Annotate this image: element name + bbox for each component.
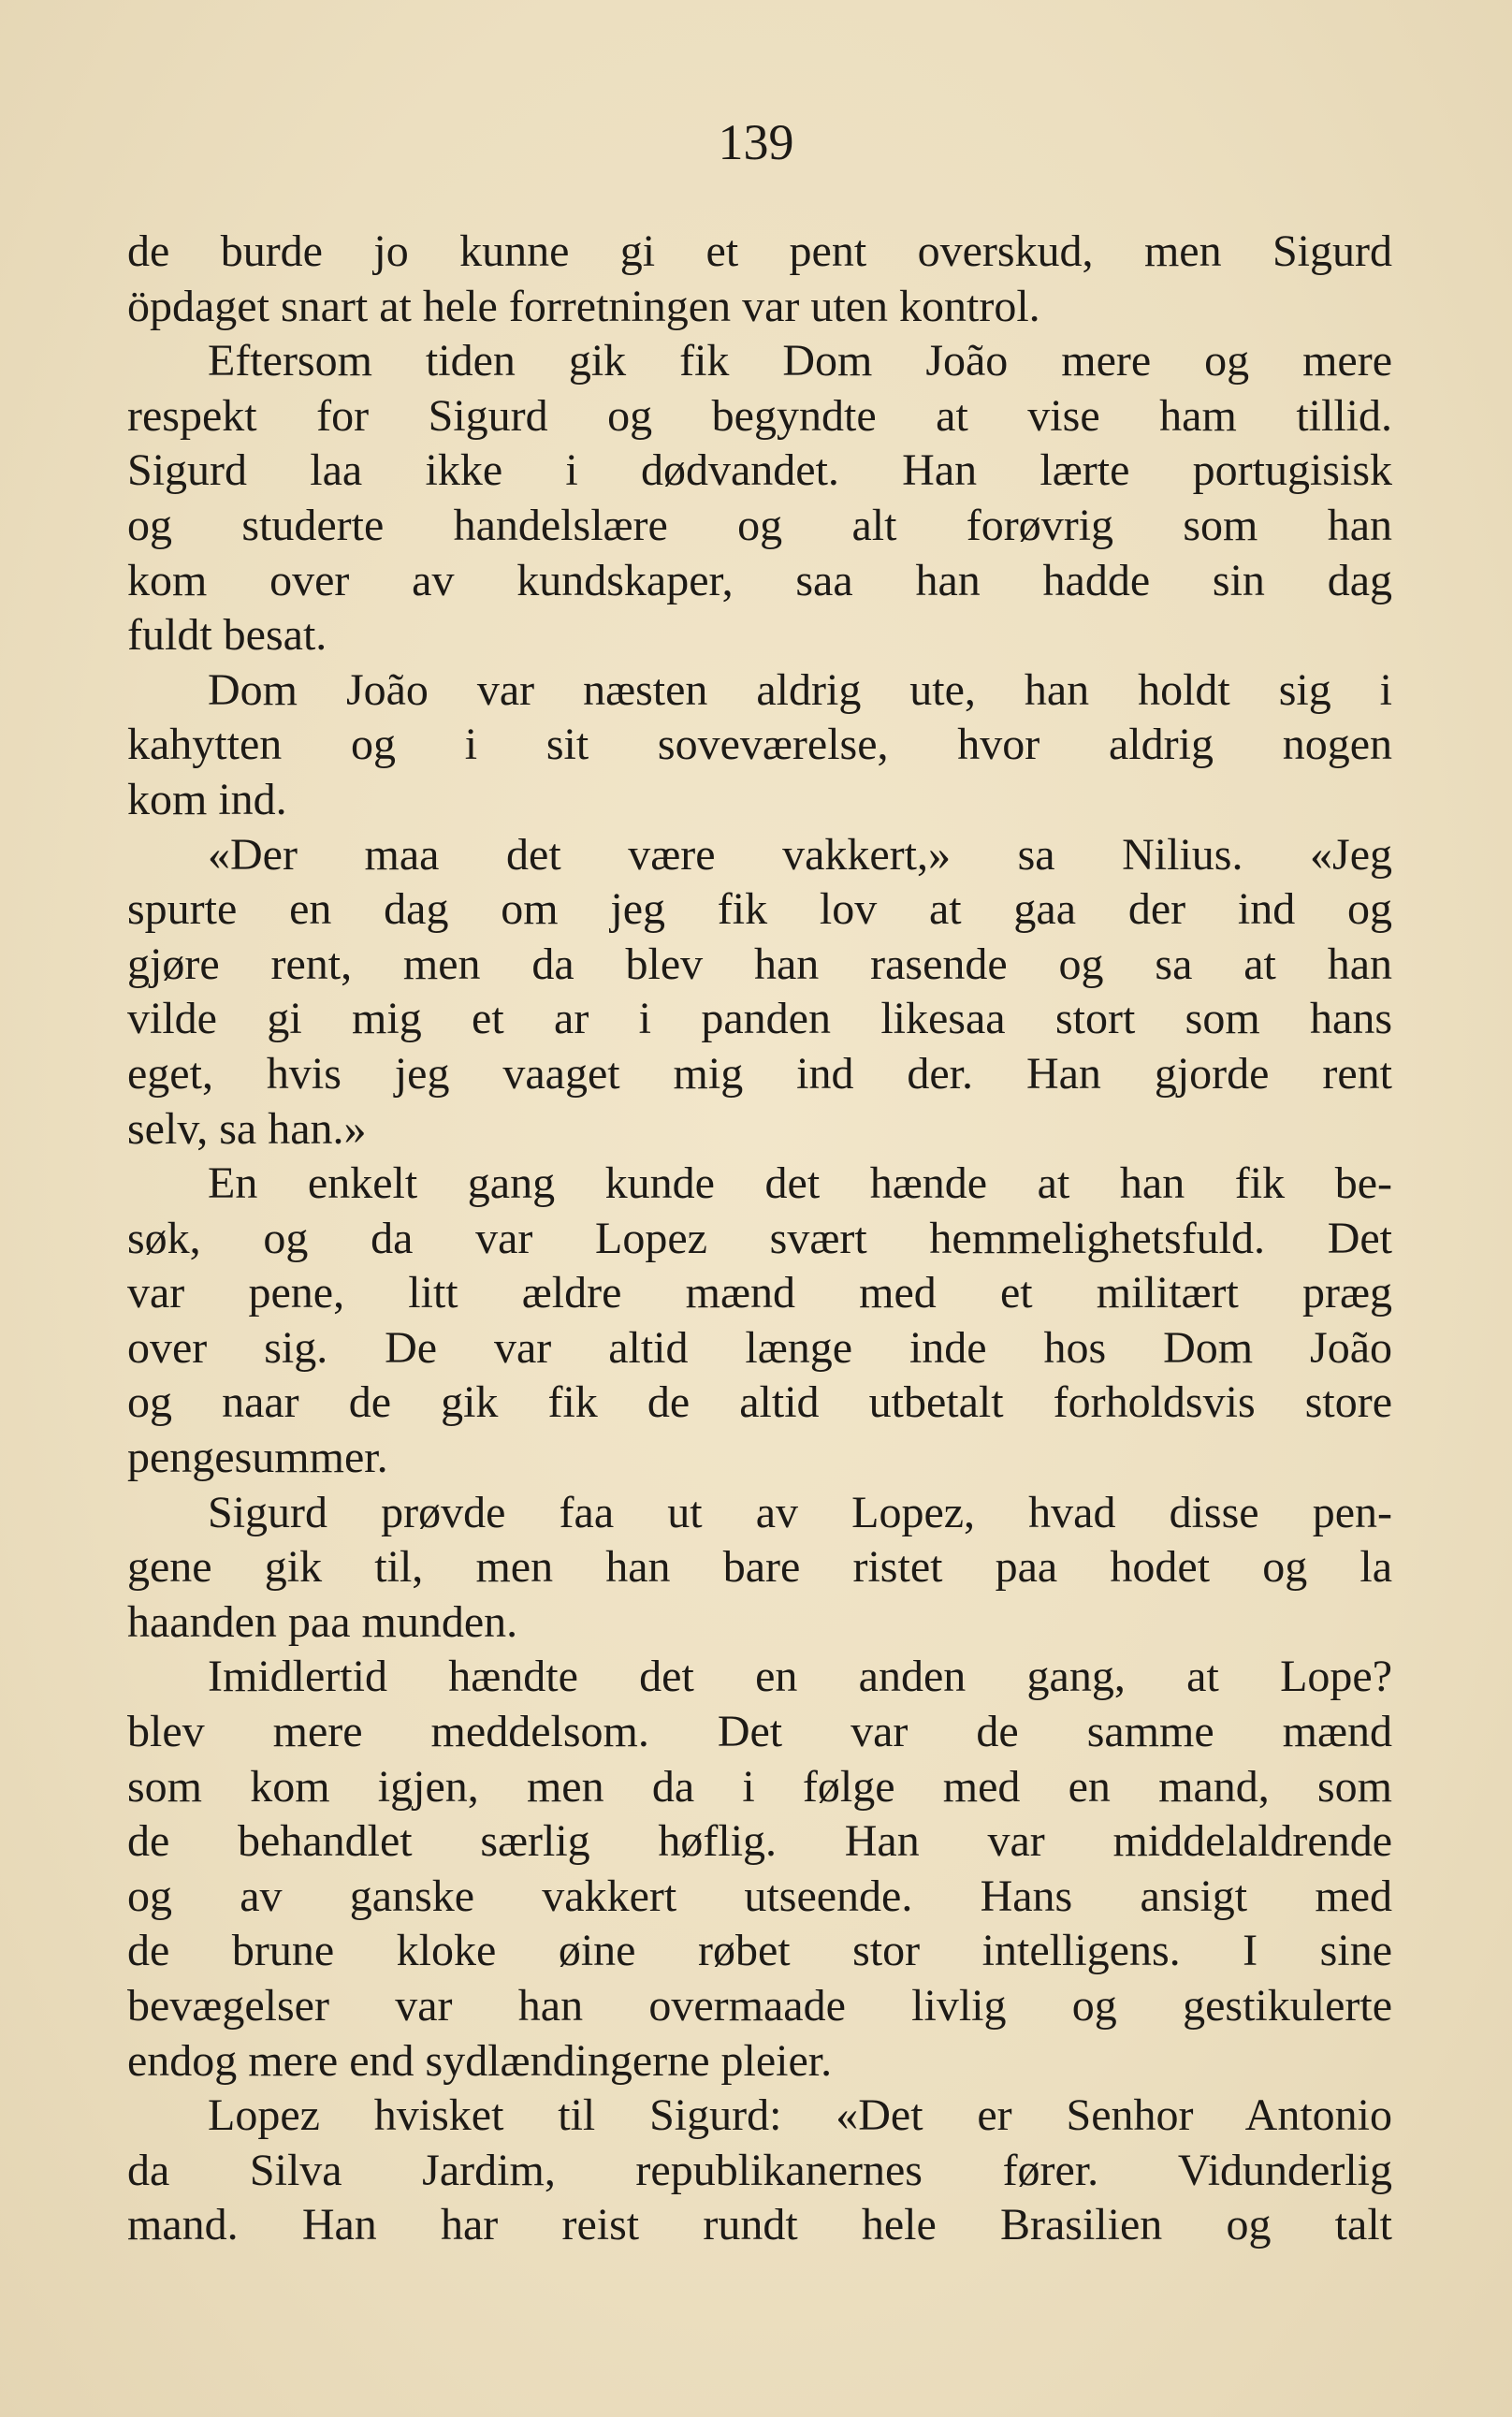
- body-text: [127, 225, 1392, 2253]
- text-line: og studerte handelslære og alt forøvrig som han: [127, 500, 1392, 550]
- text-line: pengesummer.: [127, 1433, 388, 1483]
- text-line: «Der maa det være vakkert,» sa Nilius. «Jeg: [208, 829, 1392, 880]
- text-line: öpdaget snart at hele forretningen var uten kontrol.: [127, 281, 1040, 331]
- text-line: bevægelser var han overmaade livlig og gestikulerte: [127, 1981, 1392, 2031]
- text-line: vilde gi mig et ar i panden likesaa stort som hans: [127, 994, 1392, 1044]
- text-line: og av ganske vakkert utseende. Hans ansigt med: [127, 1871, 1392, 1921]
- text-line: selv, sa han.»: [127, 1103, 367, 1154]
- text-line: kom over av kundskaper, saa han hadde sin dag: [127, 555, 1392, 605]
- text-line: eget, hvis jeg vaaget mig ind der. Han gjorde rent: [127, 1048, 1392, 1099]
- text-line: Eftersom tiden gik fik Dom João mere og mere: [208, 336, 1392, 386]
- text-line: Lopez hvisket til Sigurd: «Det er Senhor Antonio: [208, 2090, 1392, 2141]
- text-line: Sigurd prøvde faa ut av Lopez, hvad disse pen-: [208, 1487, 1392, 1537]
- text-line: blev mere meddelsom. Det var de samme mænd: [127, 1707, 1392, 1757]
- text-line: Sigurd laa ikke i dødvandet. Han lærte portugisisk: [127, 445, 1392, 496]
- text-line: spurte en dag om jeg fik lov at gaa der ind og: [127, 884, 1392, 935]
- text-line: respekt for Sigurd og begyndte at vise ham tillid.: [127, 390, 1392, 441]
- text-line: som kom igjen, men da i følge med en mand, som: [127, 1761, 1392, 1812]
- text-line: fuldt besat.: [127, 610, 327, 661]
- text-line: de burde jo kunne gi et pent overskud, men Sigurd: [127, 226, 1392, 276]
- text-line: og naar de gik fik de altid utbetalt forholdsvis store: [127, 1377, 1392, 1428]
- text-line: de brune kloke øine røbet stor intelligens. I sine: [127, 1926, 1392, 1976]
- text-line: søk, og da var Lopez svært hemmelighetsfuld. Det: [127, 1213, 1392, 1263]
- text-line: En enkelt gang kunde det hænde at han fik be-: [208, 1158, 1392, 1209]
- text-line: kahytten og i sit soveværelse, hvor aldrig nogen: [127, 720, 1392, 770]
- text-line: endog mere end sydlændingerne pleier.: [127, 2035, 833, 2086]
- text-line: da Silva Jardim, republikanernes fører. Vidunderlig: [127, 2145, 1392, 2195]
- text-line: gjøre rent, men da blev han rasende og sa at han: [127, 939, 1392, 989]
- text-line: de behandlet særlig høflig. Han var middelaldrende: [127, 1816, 1392, 1867]
- text-line: gene gik til, men han bare ristet paa hodet og la: [127, 1542, 1392, 1593]
- page-number: 139: [718, 114, 794, 170]
- text-line: Dom João var næsten aldrig ute, han holdt sig i: [208, 664, 1392, 715]
- text-line: mand. Han har reist rundt hele Brasilien og talt: [127, 2200, 1392, 2250]
- text-line: var pene, litt ældre mænd med et militært præg: [127, 1268, 1392, 1318]
- text-line: kom ind.: [127, 774, 287, 824]
- text-line: over sig. De var altid længe inde hos Dom João: [127, 1322, 1392, 1373]
- text-line: Imidlertid hændte det en anden gang, at Lope?: [208, 1652, 1392, 1702]
- text-line: haanden paa munden.: [127, 1596, 518, 1647]
